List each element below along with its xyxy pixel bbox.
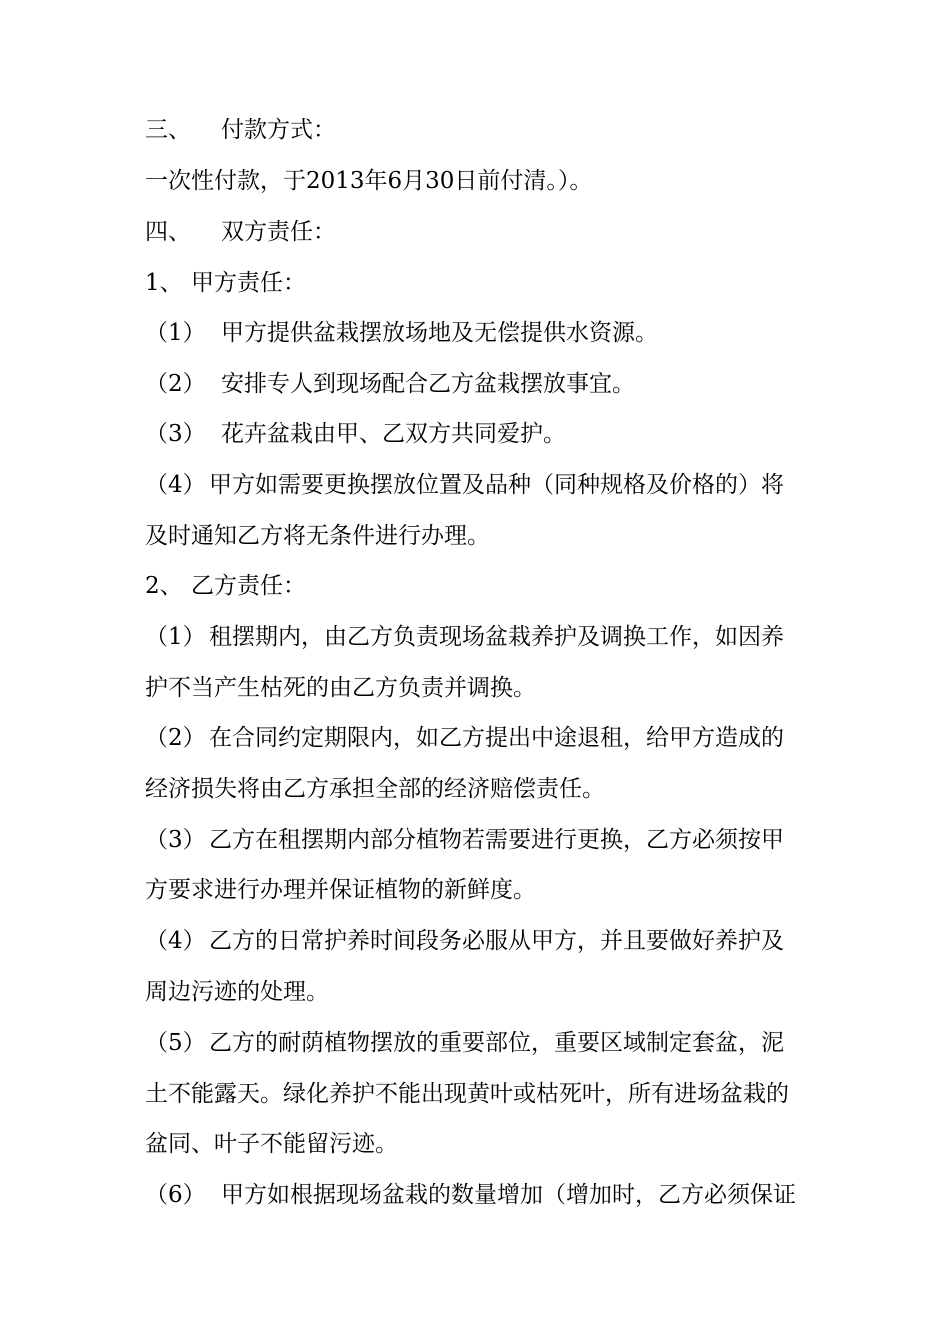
paragraph-text: 及时通知乙方将无条件进行办理。 [145,523,490,549]
paragraph-text: 经济损失将由乙方承担全部的经济赔偿责任。 [145,776,605,802]
list-item [145,921,825,961]
paragraph-continuation [145,1074,825,1114]
subsection-number: 1、 [145,270,183,296]
paragraph-text: 护不当产生枯死的由乙方负责并调换。 [145,675,536,701]
subsection-title: 甲方责任： [191,270,306,296]
item-number: （6） [145,1182,206,1208]
subsection-heading-party-b [145,566,825,606]
paragraph-text: 周边污迹的处理。 [145,979,329,1005]
item-text: 甲方提供盆栽摆放场地及无偿提供水资源。 [221,320,658,346]
item-text: 乙方的日常护养时间段务必服从甲方，并且要做好养护及 [209,928,784,954]
subsection-title: 乙方责任： [191,573,306,599]
section-title: 付款方式： [221,117,336,143]
item-number: （1） [145,320,206,346]
list-item [145,313,825,353]
item-text: 乙方在租摆期内部分植物若需要进行更换，乙方必须按甲 [209,827,784,853]
item-text: 乙方的耐荫植物摆放的重要部位，重要区域制定套盆，泥 [209,1030,784,1056]
list-item [145,1023,825,1063]
paragraph-continuation [145,870,825,910]
paragraph-continuation [145,668,825,708]
item-number: （3） [145,827,206,853]
paragraph-text: 一次性付款，于2013年6月30日前付清。）。 [145,168,593,194]
item-text: 甲方如需要更换摆放位置及品种（同种规格及价格的）将 [209,472,784,498]
subsection-heading-party-a [145,263,825,303]
section-number: 四、 [145,219,191,245]
list-item [145,820,825,860]
paragraph-line [145,161,825,201]
paragraph-text: 土不能露天。绿化养护不能出现黄叶或枯死叶，所有进场盆栽的 [145,1081,789,1107]
paragraph-continuation [145,769,825,809]
item-number: （3） [145,421,206,447]
item-number: （1） [145,624,206,650]
list-item [145,414,825,454]
item-text: 租摆期内，由乙方负责现场盆栽养护及调换工作，如因养 [209,624,784,650]
item-number: （4） [145,472,206,498]
section-heading-payment [145,110,825,150]
paragraph-continuation [145,516,825,556]
list-item [145,364,825,404]
section-number: 三、 [145,117,191,143]
section-title: 双方责任： [221,219,336,245]
section-heading-responsibilities [145,212,825,252]
paragraph-continuation [145,972,825,1012]
item-text: 花卉盆栽由甲、乙双方共同爱护。 [221,421,566,447]
item-number: （2） [145,371,206,397]
item-text: 甲方如根据现场盆栽的数量增加（增加时，乙方必须保证 [221,1182,796,1208]
item-number: （5） [145,1030,206,1056]
list-item [145,718,825,758]
paragraph-continuation [145,1124,825,1164]
item-number: （2） [145,725,206,751]
item-text: 安排专人到现场配合乙方盆栽摆放事宜。 [221,371,635,397]
paragraph-text: 盆同、叶子不能留污迹。 [145,1131,398,1157]
list-item [145,1175,825,1215]
list-item [145,465,825,505]
item-text: 在合同约定期限内，如乙方提出中途退租，给甲方造成的 [209,725,784,751]
paragraph-text: 方要求进行办理并保证植物的新鲜度。 [145,877,536,903]
item-number: （4） [145,928,206,954]
subsection-number: 2、 [145,573,183,599]
list-item [145,617,825,657]
